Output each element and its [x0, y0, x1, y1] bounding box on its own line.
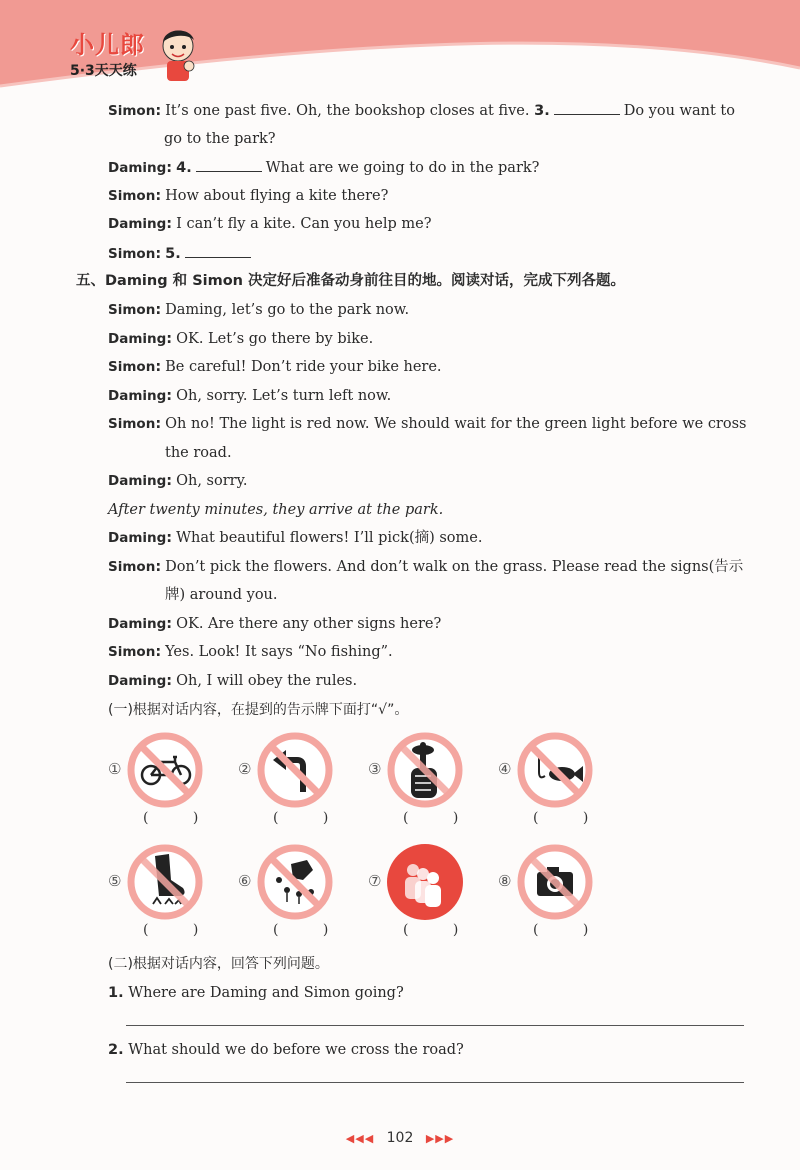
answer-line-1[interactable]	[126, 1025, 744, 1026]
sign-number: ③	[368, 760, 382, 778]
answer-paren[interactable]: ( )	[273, 922, 349, 938]
dialogue-line: Simon: Oh no! The light is red now. We should wait for the green light before we cross	[108, 416, 747, 432]
answer-paren[interactable]: ( )	[533, 922, 609, 938]
no-camera-icon	[515, 842, 595, 922]
top-line-4: Simon: How about flying a kite there?	[108, 188, 389, 204]
top-line-6: Simon: 5.	[108, 243, 255, 264]
line-text: Don’t pick the flowers. And don’t walk on the grass. Please read the signs(告示	[165, 559, 744, 575]
speaker: Simon	[108, 302, 156, 318]
answer-paren[interactable]: ( )	[533, 810, 609, 826]
line-text: Oh, I will obey the rules.	[176, 673, 358, 689]
line-text: Be careful! Don’t ride your bike here.	[165, 359, 442, 375]
line-text: OK. Are there any other signs here?	[176, 616, 442, 632]
speaker: Daming	[108, 216, 167, 232]
dialogue-line: Daming: What beautiful flowers! I’ll pick(摘) some.	[108, 530, 483, 546]
no-picking-flowers-icon	[255, 842, 335, 922]
line-text: Do you want to	[623, 103, 735, 119]
dialogue-line: Simon: Daming, let’s go to the park now.	[108, 302, 410, 318]
line-text: After twenty minutes, they arrive at the park.	[108, 502, 444, 518]
dialogue-line: Daming: Oh, sorry. Let’s turn left now.	[108, 388, 392, 404]
quiet-please-icon	[385, 730, 465, 810]
mascot-icon	[158, 26, 198, 84]
top-line-1: Simon: It’s one past five. Oh, the bookshop closes at five. 3. Do you want to	[108, 100, 735, 121]
answer-line-2[interactable]	[126, 1082, 744, 1083]
answer-blank-5[interactable]	[185, 243, 251, 258]
question-text: Where are Daming and Simon going?	[128, 985, 404, 1001]
answer-paren[interactable]: ( )	[143, 810, 219, 826]
queue-icon	[385, 842, 465, 922]
sign-number: ⑤	[108, 872, 122, 890]
dialogue-line-continued	[165, 443, 232, 463]
answer-blank-3[interactable]	[554, 100, 620, 115]
part2-instruction: (二)根据对话内容，回答下列问题。	[108, 956, 329, 972]
sign-number: ⑧	[498, 872, 512, 890]
line-text: 牌) around you.	[165, 587, 278, 603]
series-title: 5·3天天练	[70, 63, 137, 79]
question-number: 2.	[108, 1042, 124, 1058]
answer-paren[interactable]: ( )	[273, 810, 349, 826]
narration-line	[108, 500, 443, 520]
section-number: 五、	[76, 273, 105, 289]
top-line-2	[164, 129, 276, 149]
speaker: Daming	[108, 530, 167, 546]
line-text: How about flying a kite there?	[165, 188, 389, 204]
speaker: Daming	[108, 616, 167, 632]
speaker: Daming	[108, 160, 167, 176]
page-footer	[0, 1130, 800, 1146]
answer-paren[interactable]: ( )	[403, 922, 479, 938]
speaker: Simon	[108, 246, 156, 262]
no-trampling-grass-icon	[125, 842, 205, 922]
line-text: the road.	[165, 445, 232, 461]
line-text: What beautiful flowers! I’ll pick(摘) some.	[176, 530, 483, 546]
answer-blank-4[interactable]	[196, 157, 262, 172]
line-text: What are we going to do in the park?	[265, 160, 540, 176]
line-text: Oh, sorry. Let’s turn left now.	[176, 388, 392, 404]
next-arrows-icon: ▶▶▶	[425, 1132, 455, 1145]
speaker: Daming	[108, 473, 167, 489]
sign-number: ①	[108, 760, 122, 778]
dialogue-line: Simon: Yes. Look! It says “No fishing”.	[108, 644, 393, 660]
speaker: Simon	[108, 416, 156, 432]
line-text: It’s one past five. Oh, the bookshop closes at five.	[165, 103, 535, 119]
dialogue-line: Daming: Oh, sorry.	[108, 473, 248, 489]
question-text: What should we do before we cross the road?	[128, 1042, 464, 1058]
answer-paren[interactable]: ( )	[143, 922, 219, 938]
prev-arrows-icon: ◀◀◀	[345, 1132, 375, 1145]
no-left-turn-icon	[255, 730, 335, 810]
line-text: go to the park?	[164, 131, 276, 147]
line-text: I can’t fly a kite. Can you help me?	[176, 216, 432, 232]
sign-number: ⑦	[368, 872, 382, 890]
line-text: OK. Let’s go there by bike.	[176, 331, 374, 347]
top-line-3: Daming: 4. What are we going to do in the park?	[108, 157, 539, 178]
dialogue-line: Daming: OK. Are there any other signs here?	[108, 616, 442, 632]
dialogue-line-continued	[165, 585, 278, 605]
dialogue-line: Daming: Oh, I will obey the rules.	[108, 673, 358, 689]
sign-number: ②	[238, 760, 252, 778]
speaker: Simon	[108, 188, 156, 204]
question-2	[108, 1040, 464, 1060]
question-number: 1.	[108, 985, 124, 1001]
answer-paren[interactable]: ( )	[403, 810, 479, 826]
sign-number: ④	[498, 760, 512, 778]
question-1	[108, 983, 404, 1003]
line-text: Oh, sorry.	[176, 473, 248, 489]
section-heading	[76, 271, 625, 291]
blank-number: 5.	[165, 246, 181, 262]
line-text: Oh no! The light is red now. We should wait for the green light before we cross	[165, 416, 747, 432]
speaker: Simon	[108, 644, 156, 660]
no-fishing-icon	[515, 730, 595, 810]
section-title: Daming 和 Simon 决定好后准备动身前往目的地。阅读对话，完成下列各题。	[105, 273, 626, 289]
speaker: Simon	[108, 559, 156, 575]
no-bicycle-icon	[125, 730, 205, 810]
blank-number: 3.	[534, 103, 550, 119]
top-line-5: Daming: I can’t fly a kite. Can you help me?	[108, 216, 432, 232]
dialogue-line: Simon: Be careful! Don’t ride your bike here.	[108, 359, 442, 375]
line-text: Daming, let’s go to the park now.	[165, 302, 410, 318]
line-text: Yes. Look! It says “No fishing”.	[165, 644, 393, 660]
sign-number: ⑥	[238, 872, 252, 890]
brand-logo	[70, 32, 145, 80]
brand-title: 小儿郎	[70, 31, 145, 59]
dialogue-line: Daming: OK. Let’s go there by bike.	[108, 331, 374, 347]
speaker: Daming	[108, 673, 167, 689]
dialogue-line: Simon: Don’t pick the flowers. And don’t walk on the grass. Please read the signs(告示	[108, 559, 744, 575]
speaker: Daming	[108, 388, 167, 404]
speaker: Daming	[108, 331, 167, 347]
speaker: Simon	[108, 359, 156, 375]
blank-number: 4.	[176, 160, 192, 176]
speaker: Simon	[108, 103, 156, 119]
page-number: 102	[386, 1130, 414, 1146]
part1-instruction: (一)根据对话内容，在提到的告示牌下面打“√”。	[108, 702, 409, 718]
